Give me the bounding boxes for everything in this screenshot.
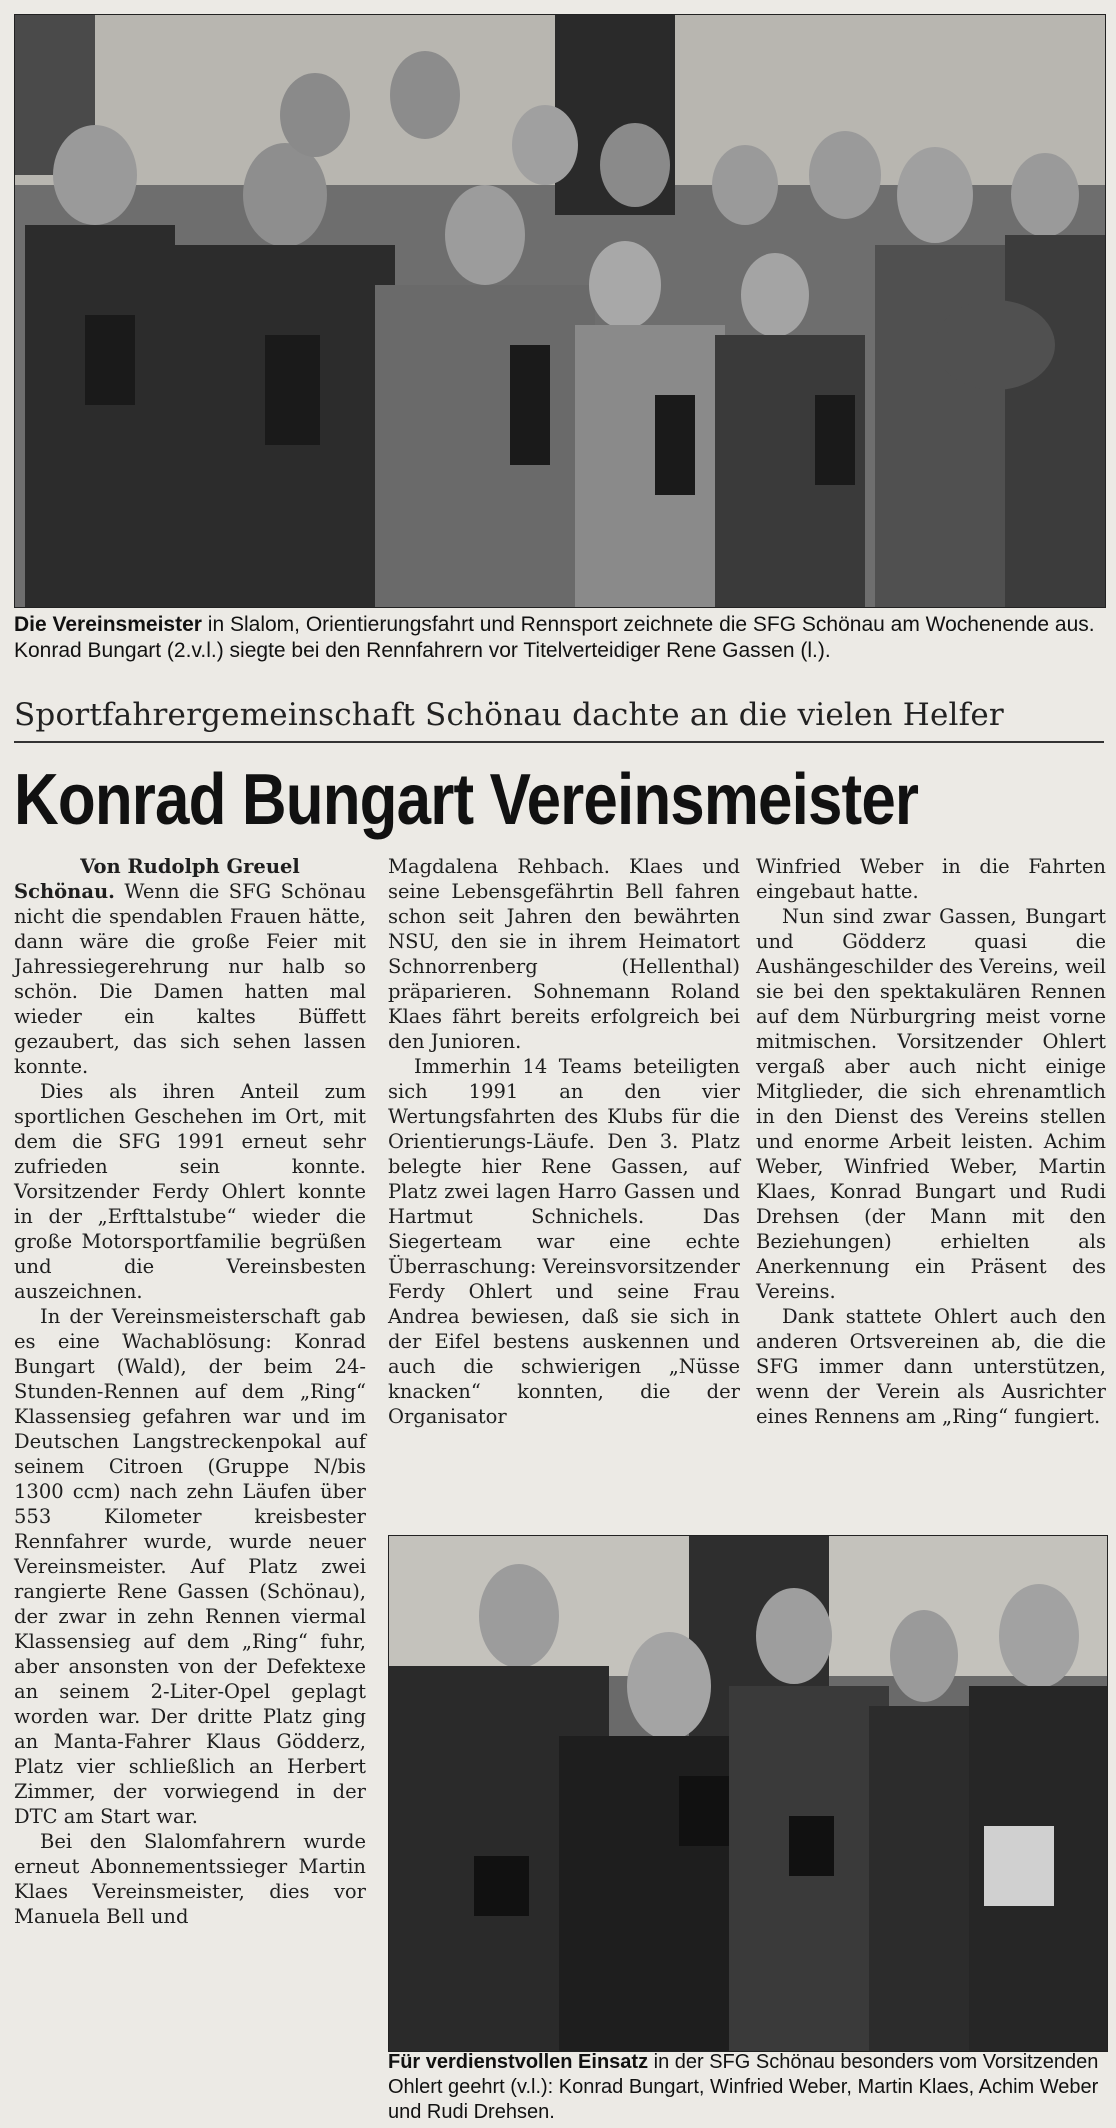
article-paragraph: Dank stattete Ohlert auch den anderen Ortsvereinen ab, die die SFG immer dann unterstützen, wenn der Verein als Ausrichter eines Rennens am „Ring“ fungiert. [756, 1305, 1106, 1428]
dateline: Schönau. [14, 880, 115, 903]
paragraph-text: Wenn die SFG Schönau nicht die spendablen Frauen hätte, dann wäre die große Feier mit Jahressiegerehrung nur halb so schön. Die Damen hatten mal wieder ein kaltes Büffett gezaubert, das sich sehen lassen konnte. [14, 880, 366, 1078]
article-paragraph: Winfried Weber in die Fahrten eingebaut hatte. [756, 855, 1106, 903]
bottom-caption-lead: Für verdienstvollen Einsatz [388, 2051, 649, 2073]
article-paragraph: Dies als ihren Anteil zum sportlichen Geschehen im Ort, mit dem die SFG 1991 erneut sehr zufrieden sein konnte. Vorsitzender Ferdy Ohlert konnte in der „Erfttalstube“ wieder die große Motorsportfamilie begrüßen und die Vereinsbesten auszeichnen. [14, 1080, 366, 1303]
article-paragraph: Magdalena Rehbach. Klaes und seine Lebensgefährtin Bell fahren schon seit Jahren den bewährten NSU, den sie in ihrem Heimatort Schnorrenberg (Hellenthal) präparieren. Sohnemann Roland Klaes fährt bereits erfolgreich bei den Junioren. [388, 855, 740, 1053]
top-photo-caption [14, 612, 1104, 664]
top-photo [14, 14, 1106, 608]
article-paragraph: Nun sind zwar Gassen, Bungart und Gödderz quasi die Aushängeschilder des Vereins, weil sie bei den spektakulären Rennen auf dem Nürburgring meist vorne mitmischen. Vorsitzender Ohlert vergaß aber auch nicht einige Mitglieder, die sich ehrenamtlich in den Dienst des Vereins stellen und enorme Arbeit leisten. Achim Weber, Winfried Weber, Martin Klaes, Konrad Bungart und Rudi Drehsen (der Mann mit den Beziehungen) erhielten als Anerkennung ein Präsent des Vereins. [756, 905, 1106, 1303]
kicker-subheadline: Sportfahrergemeinschaft Schönau dachte an die vielen Helfer [14, 697, 1004, 733]
article-paragraph [14, 879, 366, 1079]
bottom-photo-caption [388, 2050, 1106, 2125]
headline: Konrad Bungart Vereinsmeister [14, 760, 919, 840]
byline: Von Rudolph Greuel [80, 855, 300, 878]
top-caption-lead: Die Vereinsmeister [14, 613, 202, 636]
article-column-2 [388, 854, 740, 1429]
article-paragraph: Bei den Slalomfahrern wurde erneut Abonnementssieger Martin Klaes Vereinsmeister, dies vor Manuela Bell und [14, 1830, 366, 1928]
top-caption-text: in Slalom, Orientierungsfahrt und Rennsport zeichnete die SFG Schönau am Wochenende aus. Konrad Bungart (2.v.l.) siegte bei den Rennfahrern vor Titelverteidiger Rene Gassen (l.). [14, 613, 1095, 662]
kicker-rule [14, 741, 1104, 743]
article-column-3 [756, 854, 1106, 1429]
bottom-photo [388, 1535, 1108, 2052]
article-paragraph: In der Vereinsmeisterschaft gab es eine Wachablösung: Konrad Bungart (Wald), der beim 24-Stunden-Rennen auf dem „Ring“ Klassensieg gefahren war und im Deutschen Langstreckenpokal auf seinem Citroen (Gruppe N/bis 1300 ccm) nach zehn Läufen über 553 Kilometer kreisbester Rennfahrer wurde, wurde neuer Vereinsmeister. Auf Platz zwei rangierte Rene Gassen (Schönau), der zwar in zehn Rennen viermal Klassensieg auf dem „Ring“ fuhr, aber ansonsten von der Defektexe an seinem 2-Liter-Opel geplagt worden war. Der dritte Platz ging an Manta-Fahrer Klaus Gödderz, Platz vier schließlich an Herbert Zimmer, der vorwiegend in der DTC am Start war. [14, 1305, 366, 1828]
bottom-caption-text: in der SFG Schönau besonders vom Vorsitzenden Ohlert geehrt (v.l.): Konrad Bungart, Winfried Weber, Martin Klaes, Achim Weber und Rudi Drehsen. [388, 2051, 1099, 2123]
article-column-1 [14, 854, 366, 1929]
article-paragraph: Immerhin 14 Teams beteiligten sich 1991 an den vier Wertungsfahrten des Klubs für die Orientierungs-Läufe. Den 3. Platz belegte hier Rene Gassen, auf Platz zwei lagen Harro Gassen und Hartmut Schnichels. Das Siegerteam war eine echte Überraschung: Vereinsvorsitzender Ferdy Ohlert und seine Frau Andrea bewiesen, daß sie sich in der Eifel bestens auskennen und auch die schwierigen „Nüsse knacken“ konnten, die der Organisator [388, 1055, 740, 1428]
